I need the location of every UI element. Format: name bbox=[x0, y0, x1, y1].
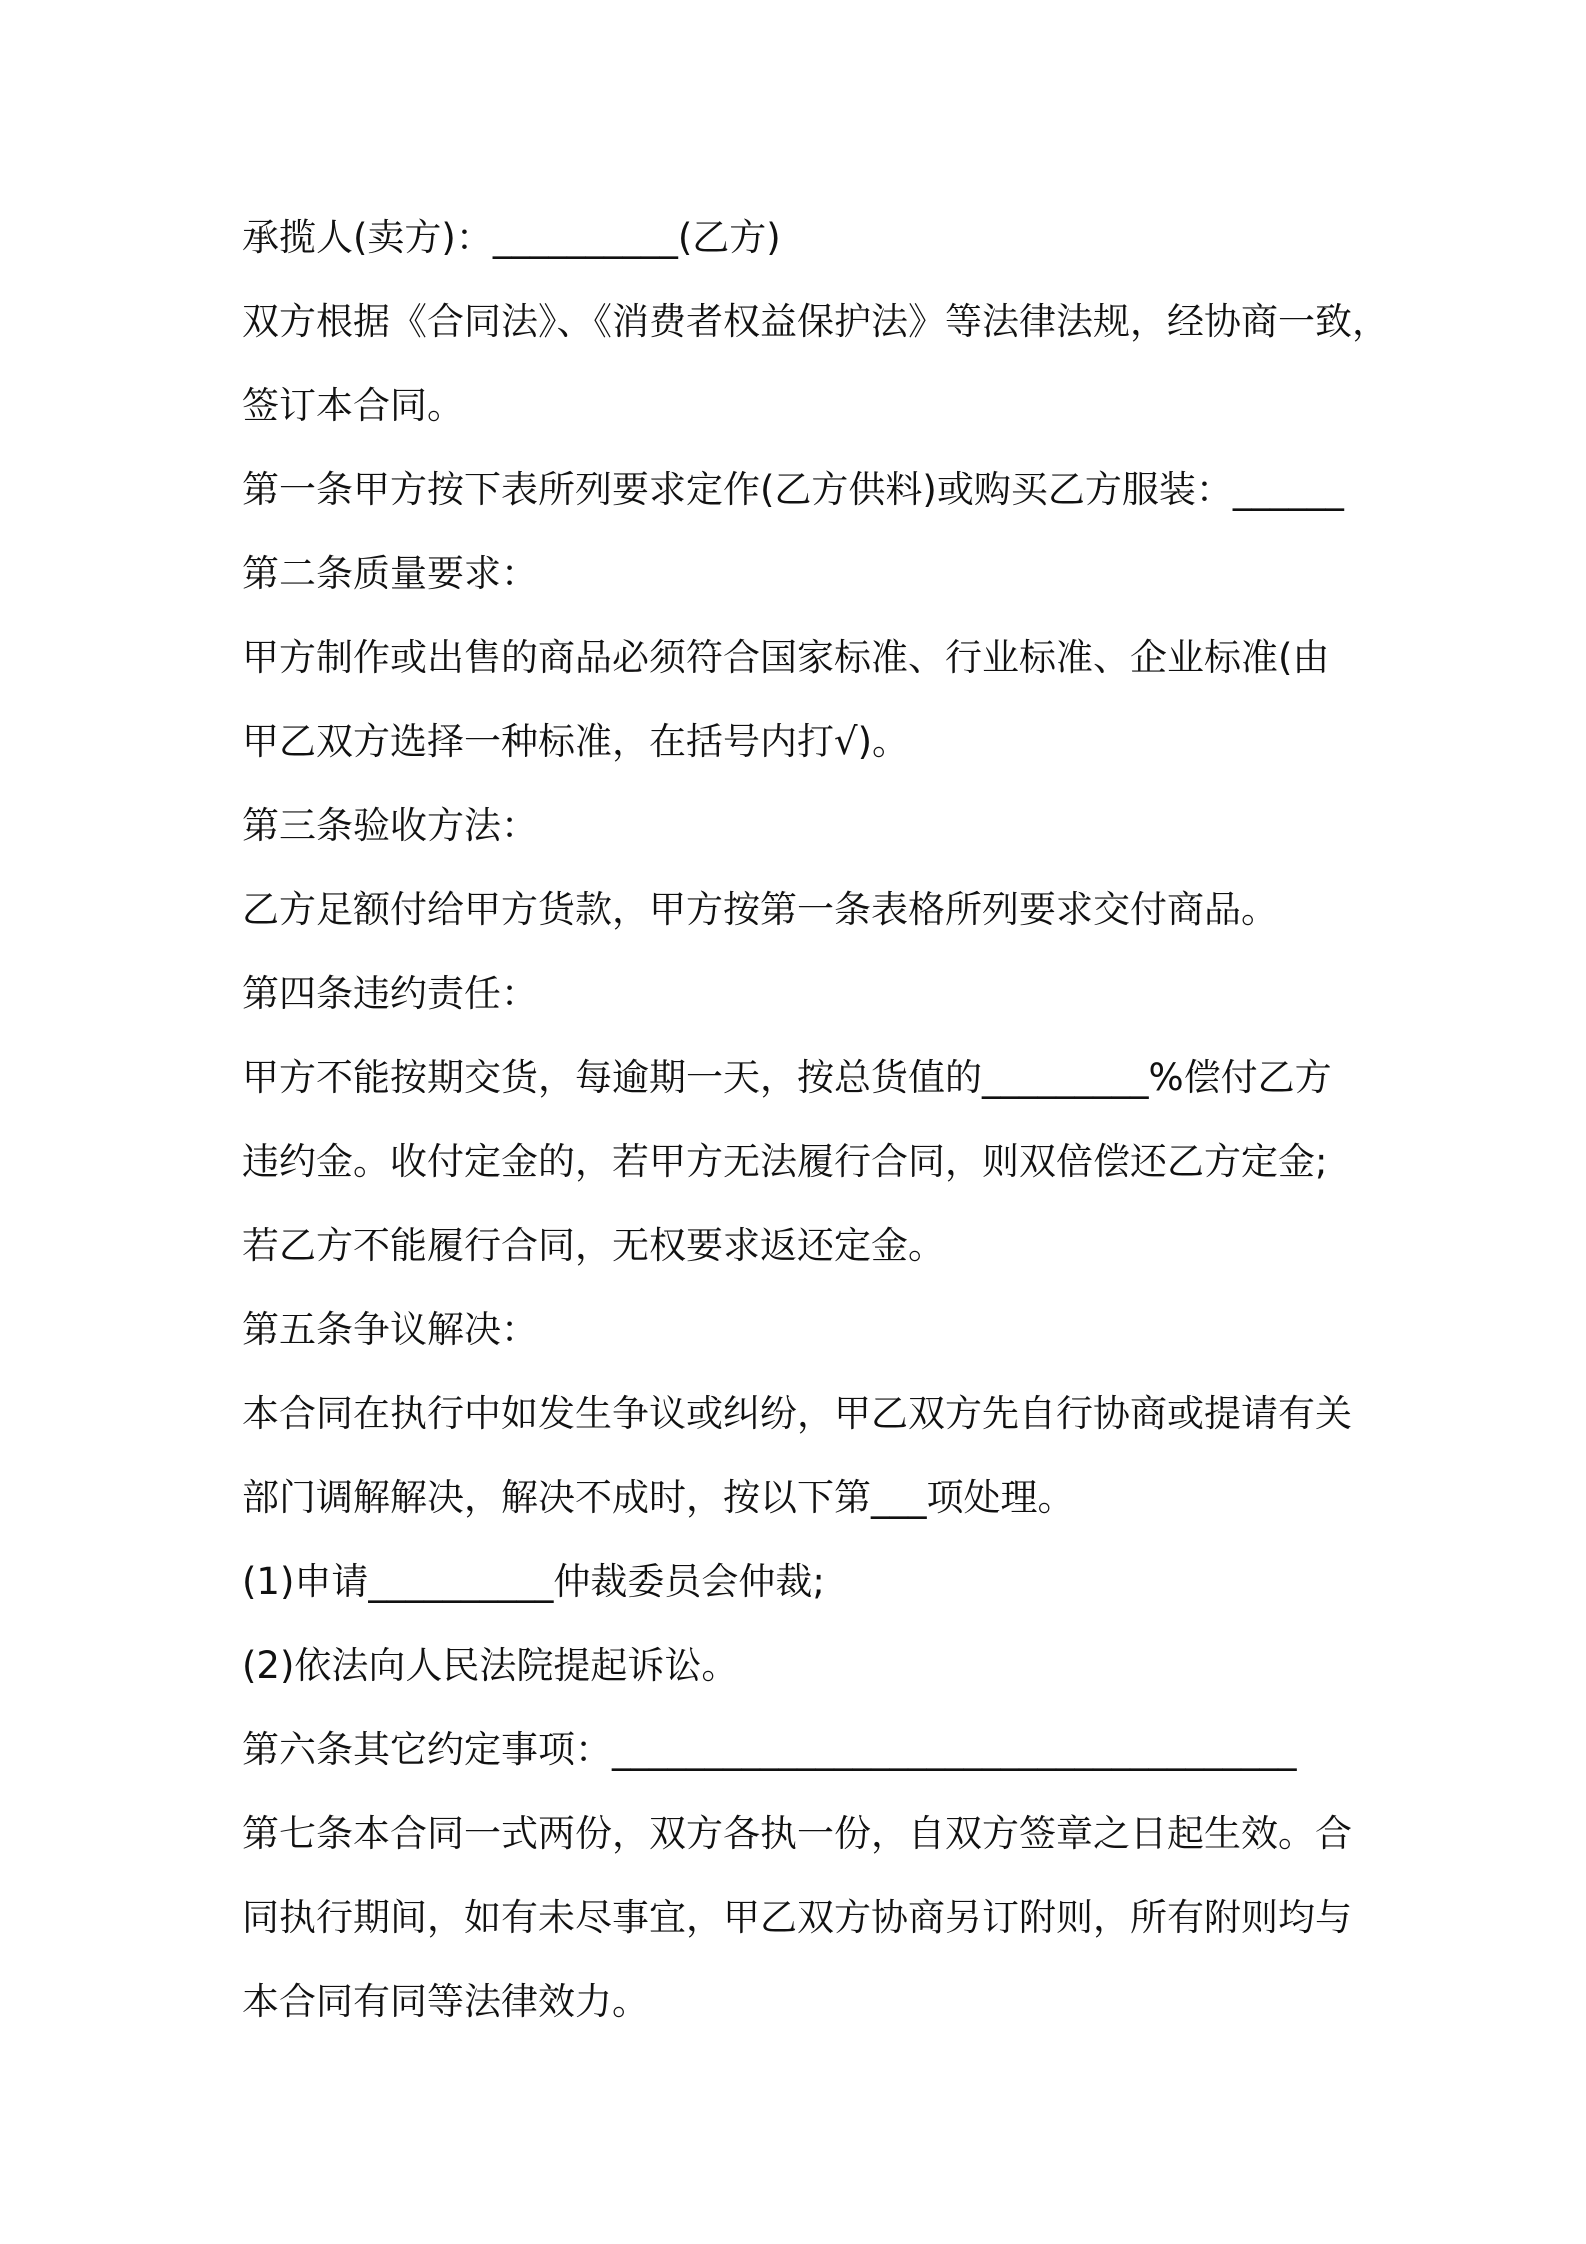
article-4-text-2: 违约金。收付定金的，若甲方无法履行合同，则双倍偿还乙方定金; bbox=[242, 1140, 1328, 1183]
article-1-line: 第一条甲方按下表所列要求定作(乙方供料)或购买乙方服装：______ bbox=[242, 468, 1344, 511]
article-5-text-1: 本合同在执行中如发生争议或纠纷，甲乙双方先自行协商或提请有关 bbox=[242, 1392, 1352, 1435]
article-5-text-2: 部门调解解决，解决不成时，按以下第___项处理。 bbox=[242, 1476, 1075, 1519]
article-2-text-1: 甲方制作或出售的商品必须符合国家标准、行业标准、企业标准(由 bbox=[242, 636, 1330, 679]
article-5-option-2: (2)依法向人民法院提起诉讼。 bbox=[242, 1644, 739, 1687]
article-4-heading: 第四条违约责任： bbox=[242, 972, 538, 1015]
article-7-text-2: 同执行期间，如有未尽事宜，甲乙双方协商另订附则，所有附则均与 bbox=[242, 1896, 1352, 1939]
document-body bbox=[242, 196, 1389, 2044]
article-3-text: 乙方足额付给甲方货款，甲方按第一条表格所列要求交付商品。 bbox=[242, 888, 1278, 931]
preamble-line-1: 双方根据《合同法》、《消费者权益保护法》等法律法规，经协商一致， bbox=[242, 300, 1389, 343]
article-4-text-1: 甲方不能按期交货，每逾期一天，按总货值的_________%偿付乙方 bbox=[242, 1056, 1332, 1099]
article-5-heading: 第五条争议解决： bbox=[242, 1308, 538, 1351]
preamble-line-2: 签订本合同。 bbox=[242, 384, 464, 427]
article-6-line: 第六条其它约定事项：_____________________________________ bbox=[242, 1728, 1297, 1771]
contractor-line: 承揽人(卖方)：__________(乙方) bbox=[242, 216, 781, 259]
article-2-text-2: 甲乙双方选择一种标准，在括号内打√)。 bbox=[242, 720, 910, 763]
article-7-text-3: 本合同有同等法律效力。 bbox=[242, 1980, 649, 2023]
article-4-text-3: 若乙方不能履行合同，无权要求返还定金。 bbox=[242, 1224, 945, 1267]
article-5-option-1: (1)申请__________仲裁委员会仲裁; bbox=[242, 1560, 825, 1603]
article-7-text-1: 第七条本合同一式两份，双方各执一份，自双方签章之日起生效。合 bbox=[242, 1812, 1352, 1855]
article-3-heading: 第三条验收方法： bbox=[242, 804, 538, 847]
article-2-heading: 第二条质量要求： bbox=[242, 552, 538, 595]
